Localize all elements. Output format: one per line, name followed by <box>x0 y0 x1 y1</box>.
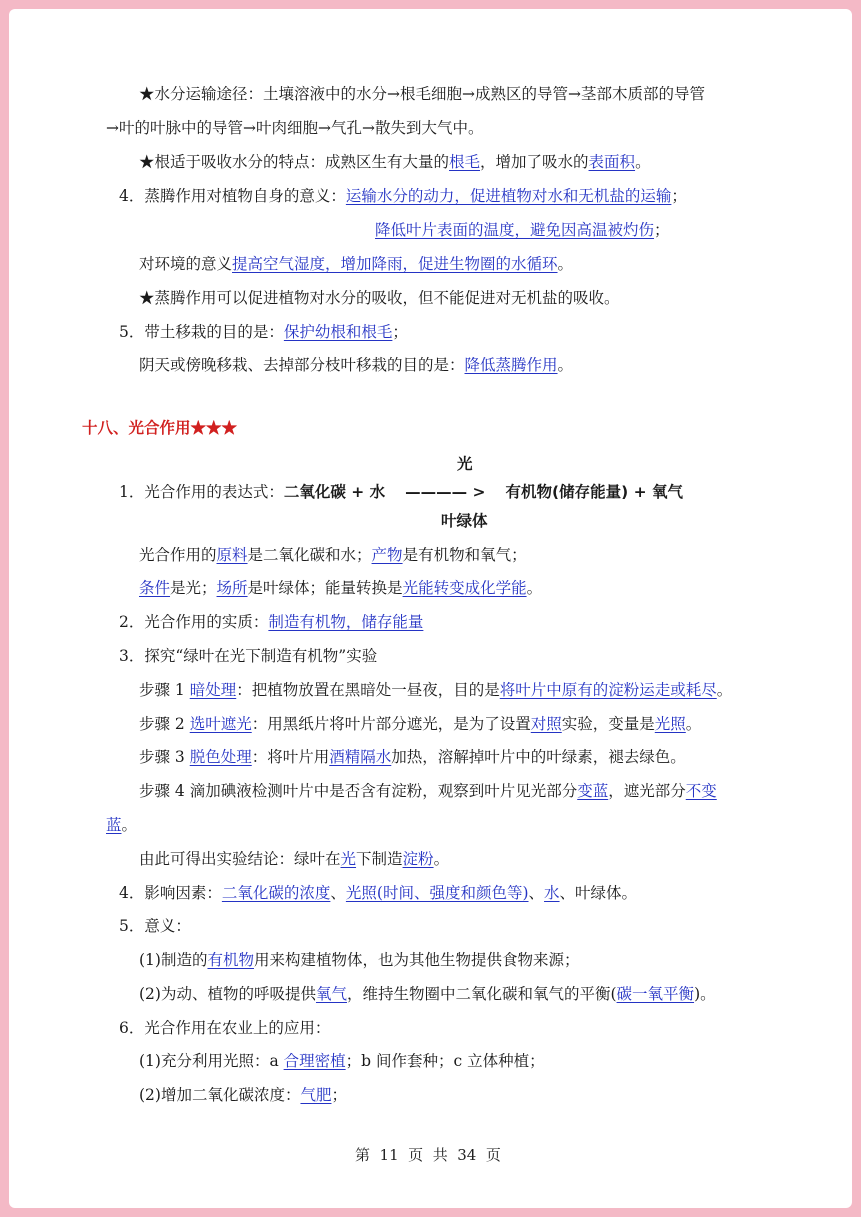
answer-protect-roots: 保护幼根和根毛 <box>283 323 393 341</box>
section-heading-photosynthesis: 十八、光合作用★★★ <box>82 418 238 437</box>
formula-chlorophyll: 叶绿体 <box>441 512 488 530</box>
answer-environment: 提高空气湿度，增加降雨，促进生物圈的水循环 <box>232 255 558 273</box>
step-3-line: 步骤 3 脱色处理：将叶片用酒精隔水加热，溶解掉叶片中的叶绿素，褪去绿色。 <box>139 748 686 766</box>
transplant-timing-line: 阴天或傍晚移栽、去掉部分枝叶移栽的目的是：降低蒸腾作用。 <box>139 356 574 374</box>
transpiration-note-line: ★蒸腾作用可以促进植物对水分的吸收，但不能促进对无机盐的吸收。 <box>139 289 620 307</box>
answer-reduce-transpiration: 降低蒸腾作用 <box>464 356 558 374</box>
raw-materials-line: 光合作用的原料是二氧化碳和水；产物是有机物和氧气； <box>139 546 527 564</box>
formula-products: 有机物(储存能量) + 氧气 <box>505 483 683 501</box>
application-1-line: (1)充分利用光照：a 合理密植；b 间作套种；c 立体种植； <box>139 1052 545 1070</box>
step-4-line: 步骤 4 滴加碘液检测叶片中是否含有淀粉，观察到叶片见光部分变蓝，遮光部分不变 <box>139 782 717 800</box>
root-absorption-line: ★根适于吸收水分的特点：成熟区生有大量的根毛，增加了吸水的表面积。 <box>139 153 651 171</box>
significance-title: 5．意义： <box>119 917 191 935</box>
step-1-line: 步骤 1 暗处理：把植物放置在黑暗处一昼夜，目的是将叶片中原有的淀粉运走或耗尽。 <box>139 681 733 699</box>
answer-transport-force: 运输水分的动力，促进植物对水和无机盐的运输 <box>345 187 672 205</box>
conditions-line: 条件是光；场所是叶绿体；能量转换是光能转变成化学能。 <box>139 579 543 597</box>
significance-1-line: (1)制造的有机物用来构建植物体，也为其他生物提供食物来源； <box>139 951 580 969</box>
formula-light-condition: 光 <box>457 455 473 473</box>
document-page <box>9 9 852 1208</box>
page-footer: 第 11 页 共 34 页 <box>355 1146 501 1164</box>
answer-root-hair: 根毛 <box>449 153 481 171</box>
essence-line: 2．光合作用的实质：制造有机物，储存能量 <box>119 613 424 631</box>
application-title: 6．光合作用在农业上的应用： <box>119 1019 331 1037</box>
step-4-continued: 蓝。 <box>106 816 138 834</box>
formula-line: 1．光合作用的表达式：二氧化碳 + 水 ———— > 有机物(储存能量) + 氧气 <box>119 483 683 501</box>
factors-line: 4．影响因素：二氧化碳的浓度、光照(时间、强度和颜色等)、水、叶绿体。 <box>119 884 638 902</box>
step-2-line: 步骤 2 选叶遮光：用黑纸片将叶片部分遮光，是为了设置对照实验，变量是光照。 <box>139 715 702 733</box>
conclusion-line: 由此可得出实验结论：绿叶在光下制造淀粉。 <box>139 850 450 868</box>
significance-2-line: (2)为动、植物的呼吸提供氧气，维持生物圈中二氧化碳和氧气的平衡(碳一氧平衡)。 <box>139 985 716 1003</box>
experiment-title-line: 3．探究“绿叶在光下制造有机物”实验 <box>119 647 378 665</box>
transplant-soil-line: 5．带土移栽的目的是：保护幼根和根毛； <box>119 323 408 341</box>
answer-surface-area: 表面积 <box>588 153 636 171</box>
environment-meaning-line: 对环境的意义提高空气湿度，增加降雨，促进生物圈的水循环。 <box>139 255 574 273</box>
application-2-line: (2)增加二氧化碳浓度：气肥； <box>139 1086 347 1104</box>
formula-reactants: 二氧化碳 + 水 <box>283 483 386 501</box>
water-transport-path-line1: ★水分运输途径：土壤溶液中的水分→根毛细胞→成熟区的导管→茎部木质部的导管 <box>139 85 705 103</box>
water-transport-path-line2: →叶的叶脉中的导管→叶肉细胞→气孔→散失到大气中。 <box>106 119 484 137</box>
formula-arrow: ———— > <box>405 483 486 501</box>
transpiration-cooling-line: 降低叶片表面的温度，避免因高温被灼伤； <box>375 221 670 239</box>
transpiration-meaning-line: 4．蒸腾作用对植物自身的意义：运输水分的动力，促进植物对水和无机盐的运输； <box>119 187 687 205</box>
answer-cooling: 降低叶片表面的温度，避免因高温被灼伤 <box>375 221 655 239</box>
